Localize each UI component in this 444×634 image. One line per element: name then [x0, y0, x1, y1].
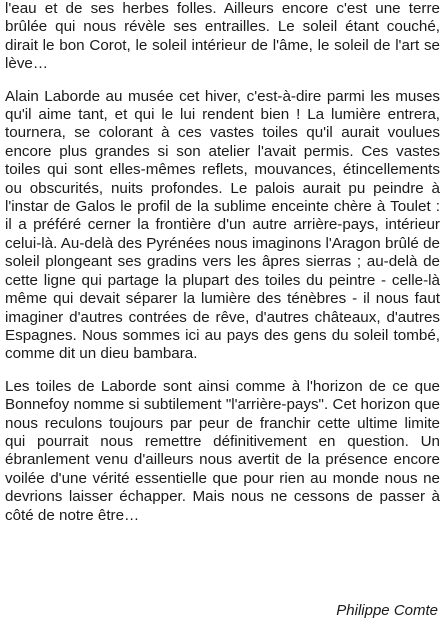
paragraph-1: l'eau et de ses herbes folles. Ailleurs encore c'est une terre brûlée qui nous révèle ses entrailles. Le soleil étant couché, dirait le bon Corot, le soleil intérieur de l'âme, le soleil de l'art se lève…: [5, 0, 440, 73]
paragraph-3: Les toiles de Laborde sont ainsi comme à l'horizon de ce que Bonnefoy nomme si subtilement "l'arrière-pays". Cet horizon que nous reculons toujours par peur de franchir cette ultime limite qui pourrait nous remettre définitivement en question. Un ébranlement venu d'ailleurs nous avertit de la présence encore voilée d'une vérité essentielle que pour rien au monde nous ne devrions laisser échapper. Mais nous ne cessons de passer à côté de notre être…: [5, 377, 440, 524]
paragraph-2: Alain Laborde au musée cet hiver, c'est-à-dire parmi les muses qu'il aime tant, et qui le lui rendent bien ! La lumière entrera, tournera, se colorant à ces vastes toiles qu'il aurait voulues encore plus grandes si son atelier l'avait permis. Ces vastes toiles qui sont elles-mêmes reflets, mouvances, étincellements ou obscurités, nuits profondes. Le palois aurait pu peindre à l'instar de Galos le profil de la sublime enceinte chère à Toulet : il a préféré cerner la frontière d'un autre arrière-pays, intérieur celui-là. Au-delà des Pyrénées nous imaginons l'Aragon brûlé de soleil plongeant ses gradins vers les âpres sierras ; au-delà de cette ligne qui partage la plupart des toiles du peintre - celle-là même qui devait séparer la lumière des ténèbres - il nous faut imaginer d'autres contrées de rêve, d'autres châteaux, d'autres Espagnes. Nous sommes ici au pays des gens du soleil tombé, comme dit un dieu bambara.: [5, 87, 440, 363]
author-signature: Philippe Comte: [336, 602, 438, 619]
